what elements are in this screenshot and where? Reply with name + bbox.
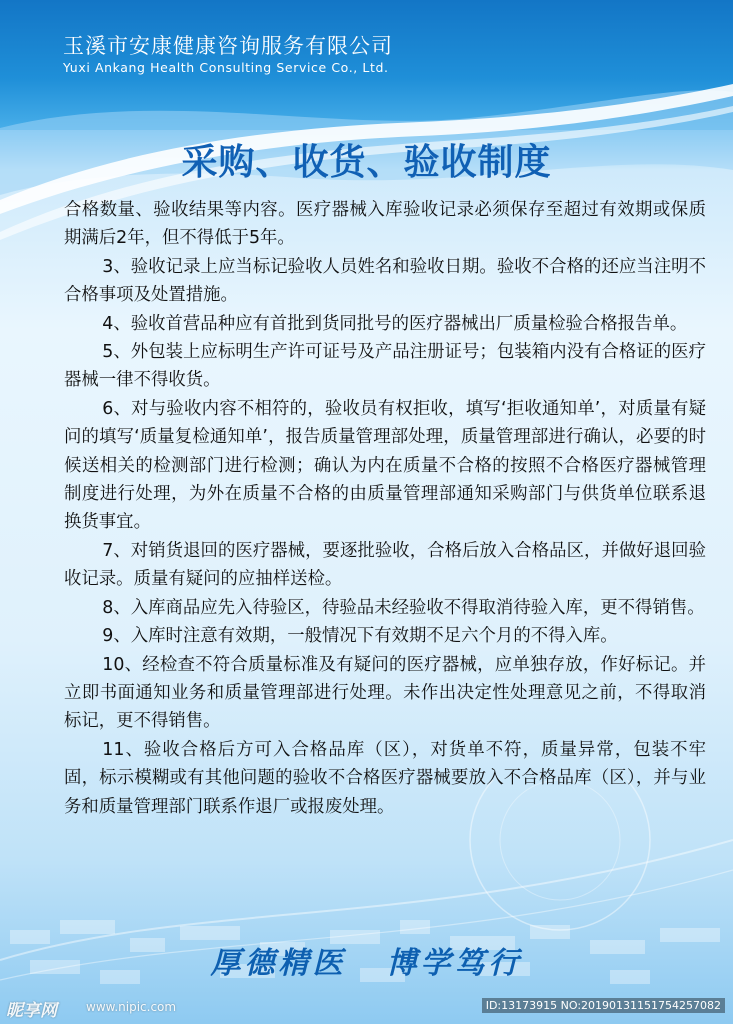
watermark-id: ID:13173915 NO:20190131151754257082 xyxy=(482,998,725,1013)
regulation-item-9: 9、入库时注意有效期，一般情况下有效期不足六个月的不得入库。 xyxy=(102,626,618,647)
regulation-item-4: 4、验收首营品种应有首批到货同批号的医疗器械出厂质量检验合格报告单。 xyxy=(102,313,688,334)
page-title: 采购、收货、验收制度 xyxy=(181,142,552,183)
intro-paragraph: 合格数量、验收结果等内容。医疗器械入库验收记录必须保存至超过有效期或保质期满后2年，但不得低于5年。 xyxy=(64,200,706,249)
company-name-cn: 玉溪市安康健康咨询服务有限公司 xyxy=(63,34,393,58)
slogan-part-2: 博学笃行 xyxy=(386,946,523,981)
regulation-item-10: 10、经检查不符合质量标准及有疑问的医疗器械，应单独存放，作好标记。并立即书面通知业务和质量管理部进行处理。未作出决定性处理意见之前，不得取消标记，更不得销售。 xyxy=(64,654,706,732)
watermark-logo: 昵享网 xyxy=(6,1001,57,1021)
slogan xyxy=(0,938,733,982)
regulation-item-3: 3、验收记录上应当标记验收人员姓名和验收日期。验收不合格的还应当注明不合格事项及处置措施。 xyxy=(64,256,706,306)
slogan-part-1: 厚德精医 xyxy=(210,946,347,981)
regulation-item-11: 11、验收合格后方可入合格品库（区），对货单不符，质量异常，包装不牢固，标示模糊或有其他问题的验收不合格医疗器械要放入不合格品库（区），并与业务和质量管理部门联系作退厂或报废处理。 xyxy=(64,739,706,817)
regulation-item-5: 5、外包装上应标明生产许可证号及产品注册证号；包装箱内没有合格证的医疗器械一律不得收货。 xyxy=(64,342,706,391)
regulation-item-7: 7、对销货退回的医疗器械，要逐批验收，合格后放入合格品区，并做好退回验收记录。质量有疑问的应抽样送检。 xyxy=(64,540,706,590)
regulation-item-8: 8、入库商品应先入待验区，待验品未经验收不得取消待验入库，更不得销售。 xyxy=(102,597,705,618)
regulation-item-6: 6、对与验收内容不相符的，验收员有权拒收，填写‘拒收通知单’，对质量有疑问的填写‘质量复检通知单’，报告质量管理部处理，质量管理部进行确认，必要的时候送相关的检测部门进行检测；确认为内在质量不合格的按照不合格医疗器械管理制度进行处理，为外在质量不合格的由质量管理部通知采购部门与供货单位联系退换货事宜。 xyxy=(64,398,706,533)
regulation-content xyxy=(64,196,706,821)
watermark-url: www.nipic.com xyxy=(86,1000,177,1014)
company-name-en: Yuxi Ankang Health Consulting Service Co., Ltd. xyxy=(63,60,389,75)
